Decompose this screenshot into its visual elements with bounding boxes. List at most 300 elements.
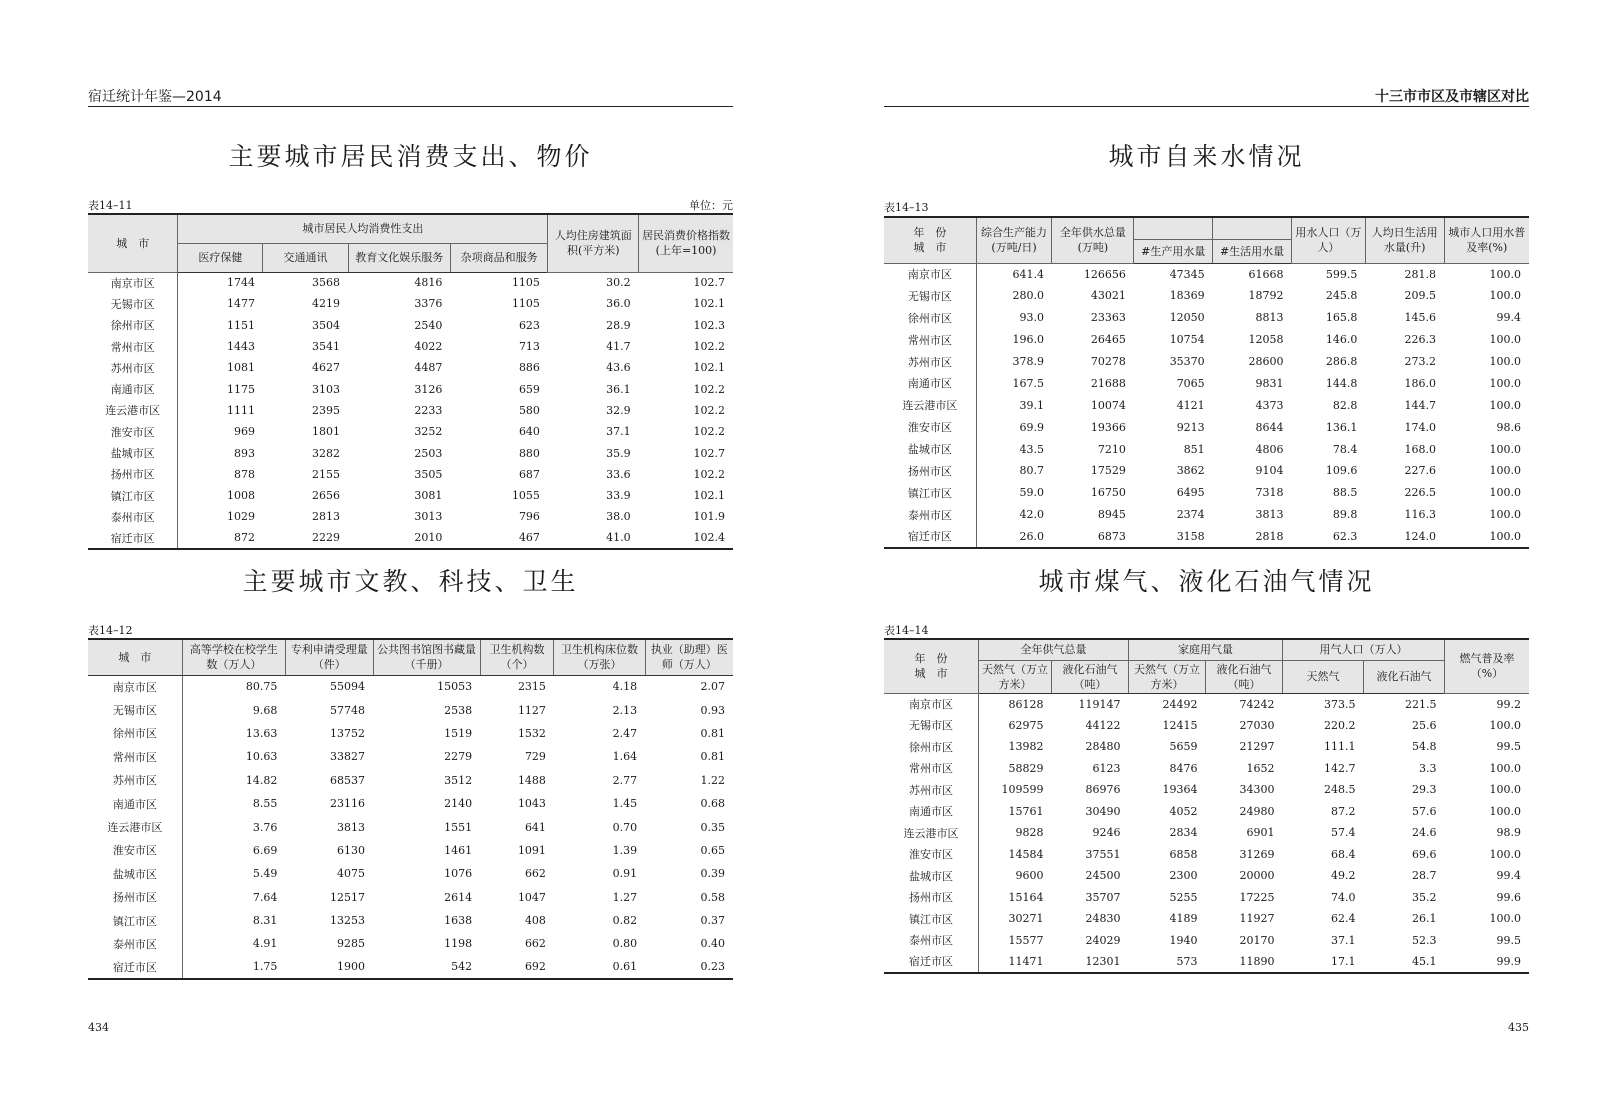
table-row — [884, 394, 1529, 416]
data-cell: 1.39 — [612, 843, 638, 857]
data-cell: 7.64 — [252, 890, 278, 904]
data-cell: 119147 — [1078, 697, 1121, 711]
header-year-city — [884, 639, 979, 693]
data-cell: 1461 — [444, 843, 473, 857]
data-cell: 1091 — [517, 843, 546, 857]
data-cell: 6873 — [1097, 529, 1126, 543]
data-cell: 4373 — [1255, 398, 1284, 412]
table-row — [884, 460, 1529, 482]
data-cell: 1008 — [226, 489, 255, 503]
data-cell: 100.0 — [1489, 267, 1521, 281]
table-row — [884, 951, 1529, 973]
data-cell: 580 — [518, 403, 540, 417]
data-cell: 62975 — [1008, 718, 1044, 732]
data-cell: 7210 — [1097, 442, 1126, 456]
table-row — [884, 822, 1529, 844]
data-cell: 29.3 — [1412, 783, 1437, 797]
data-cell: 599.5 — [1325, 267, 1358, 281]
header-housing-area: 人均住房建筑面积(平方米) — [548, 214, 639, 272]
data-cell: 35.9 — [606, 446, 631, 460]
data-cell: 2.07 — [700, 680, 725, 694]
data-cell: 3376 — [414, 297, 443, 311]
row-city-name: 无锡市区 — [884, 715, 979, 737]
data-cell: 37.1 — [606, 425, 631, 439]
data-cell: 4.18 — [612, 680, 638, 694]
data-cell: 2155 — [312, 467, 341, 481]
data-cell: 1551 — [444, 820, 473, 834]
data-cell: 88.5 — [1332, 486, 1358, 500]
data-cell: 35707 — [1085, 890, 1121, 904]
data-cell: 2540 — [414, 318, 443, 332]
row-city-name: 南通市区 — [884, 372, 976, 394]
running-head-left: 宿迁统计年鉴—2014 — [88, 86, 733, 107]
data-cell: 0.82 — [612, 914, 638, 928]
data-cell: 102.7 — [693, 276, 725, 290]
data-cell: 1652 — [1246, 761, 1275, 775]
data-cell: 3813 — [337, 820, 366, 834]
header-city: 城 市 — [88, 639, 182, 675]
row-city-name: 常州市区 — [88, 745, 182, 768]
data-cell: 100.0 — [1489, 718, 1521, 732]
data-cell: 99.2 — [1496, 697, 1521, 711]
header-blank — [1213, 217, 1292, 239]
data-cell: 1151 — [226, 318, 255, 332]
header-total-lpg: 液化石油气（吨） — [1052, 660, 1129, 693]
data-cell: 58829 — [1008, 761, 1044, 775]
data-cell: 52.3 — [1412, 933, 1437, 947]
data-cell: 42.0 — [1019, 508, 1044, 522]
data-cell: 1.45 — [612, 797, 638, 811]
header-total-natural-gas: 天然气（万立方米） — [979, 660, 1052, 693]
table-row — [88, 722, 733, 745]
data-cell: 23116 — [330, 797, 366, 811]
data-cell: 111.1 — [1324, 740, 1356, 754]
table-row — [884, 526, 1529, 548]
table-row — [884, 758, 1529, 780]
data-cell: 62.3 — [1332, 529, 1358, 543]
data-cell: 44122 — [1085, 718, 1121, 732]
row-city-name: 徐州市区 — [88, 722, 182, 745]
row-city-name: 盐城市区 — [88, 862, 182, 885]
data-cell: 1940 — [1169, 933, 1198, 947]
data-cell: 1105 — [511, 297, 540, 311]
table-row — [88, 675, 733, 698]
data-cell: 729 — [524, 750, 546, 764]
data-cell: 54.8 — [1412, 740, 1437, 754]
data-cell: 8813 — [1255, 311, 1284, 325]
table-row — [88, 336, 733, 357]
data-cell: 38.0 — [606, 510, 631, 524]
data-cell: 10.63 — [245, 750, 278, 764]
table-row — [88, 357, 733, 378]
row-city-name: 盐城市区 — [884, 438, 976, 460]
data-cell: 641.4 — [1012, 267, 1044, 281]
table-row — [88, 839, 733, 862]
header-household-lpg: 液化石油气（吨） — [1206, 660, 1283, 693]
table-row — [884, 285, 1529, 307]
data-cell: 8644 — [1255, 420, 1284, 434]
header-water-coverage: 城市人口用水普及率(%) — [1444, 217, 1529, 263]
table-row — [884, 329, 1529, 351]
data-cell: 2300 — [1169, 869, 1198, 883]
table-row — [884, 930, 1529, 952]
data-cell: 4075 — [337, 867, 366, 881]
data-cell: 28.9 — [606, 318, 631, 332]
data-cell: 227.6 — [1404, 464, 1436, 478]
data-cell: 4121 — [1176, 398, 1205, 412]
data-cell: 4022 — [414, 340, 443, 354]
row-city-name: 南京市区 — [88, 272, 178, 293]
data-cell: 62.4 — [1331, 912, 1356, 926]
row-city-name: 镇江市区 — [88, 485, 178, 506]
data-cell: 893 — [233, 446, 255, 460]
data-cell: 41.0 — [606, 531, 631, 545]
data-cell: 116.3 — [1404, 508, 1436, 522]
data-cell: 102.2 — [693, 340, 725, 354]
data-cell: 186.0 — [1404, 376, 1436, 390]
table-row — [88, 745, 733, 768]
data-cell: 4052 — [1169, 804, 1198, 818]
data-cell: 14.82 — [245, 773, 278, 787]
data-cell: 8.55 — [252, 797, 278, 811]
data-cell: 9285 — [337, 937, 366, 951]
data-cell: 55094 — [330, 680, 366, 694]
data-cell: 872 — [233, 531, 255, 545]
row-city-name: 宿迁市区 — [88, 956, 182, 979]
data-cell: 145.6 — [1404, 311, 1436, 325]
table-row — [884, 438, 1529, 460]
data-cell: 99.5 — [1496, 740, 1521, 754]
data-cell: 12050 — [1169, 311, 1205, 325]
data-cell: 641 — [524, 820, 546, 834]
table-row — [884, 693, 1529, 715]
data-cell: 45.1 — [1412, 954, 1437, 968]
table-row — [88, 956, 733, 979]
right-page — [884, 0, 1529, 1099]
row-city-name: 盐城市区 — [884, 865, 979, 887]
data-cell: 4189 — [1169, 912, 1198, 926]
data-cell: 100.0 — [1489, 398, 1521, 412]
header-education: 教育文化娱乐服务 — [348, 243, 450, 272]
data-cell: 880 — [518, 446, 540, 460]
data-cell: 12415 — [1162, 718, 1198, 732]
data-cell: 19366 — [1090, 420, 1126, 434]
data-cell: 59.0 — [1019, 486, 1044, 500]
data-cell: 11927 — [1239, 912, 1275, 926]
data-cell: 126656 — [1083, 267, 1126, 281]
data-cell: 78.4 — [1332, 442, 1358, 456]
data-cell: 1111 — [226, 403, 255, 417]
data-cell: 220.2 — [1324, 718, 1356, 732]
data-cell: 21688 — [1090, 376, 1126, 390]
data-cell: 24492 — [1162, 697, 1198, 711]
row-city-name: 南京市区 — [884, 693, 979, 715]
table-row — [88, 932, 733, 955]
data-cell: 100.0 — [1489, 761, 1521, 775]
data-cell: 2233 — [414, 403, 443, 417]
table-row — [88, 464, 733, 485]
data-cell: 5.49 — [252, 867, 278, 881]
data-cell: 640 — [518, 425, 540, 439]
data-cell: 99.9 — [1496, 954, 1521, 968]
data-cell: 69.9 — [1019, 420, 1044, 434]
data-cell: 14584 — [1008, 847, 1044, 861]
table-14-11 — [88, 213, 733, 550]
table-row — [884, 865, 1529, 887]
table-row — [884, 779, 1529, 801]
data-cell: 57748 — [330, 703, 366, 717]
data-cell: 3282 — [312, 446, 341, 460]
data-cell: 30271 — [1008, 912, 1044, 926]
header-beds: 卫生机构床位数（万张） — [554, 639, 645, 675]
data-cell: 11471 — [1008, 954, 1044, 968]
table-14-12 — [88, 638, 733, 980]
data-cell: 109.6 — [1325, 464, 1358, 478]
table-row — [88, 506, 733, 527]
row-city-name: 泰州市区 — [884, 930, 979, 952]
data-cell: 4.91 — [252, 937, 278, 951]
row-city-name: 苏州市区 — [88, 769, 182, 792]
data-cell: 2818 — [1255, 529, 1284, 543]
data-cell: 102.7 — [693, 446, 725, 460]
data-cell: 99.6 — [1496, 890, 1521, 904]
data-cell: 39.1 — [1019, 398, 1044, 412]
row-city-name: 南通市区 — [884, 801, 979, 823]
data-cell: 24500 — [1085, 869, 1121, 883]
data-cell: 7318 — [1255, 486, 1284, 500]
data-cell: 3158 — [1176, 529, 1205, 543]
data-cell: 1.75 — [252, 960, 278, 974]
row-city-name: 徐州市区 — [884, 736, 979, 758]
unit-label: 单位：元 — [689, 199, 733, 212]
data-cell: 408 — [524, 914, 546, 928]
data-cell: 3081 — [414, 489, 443, 503]
data-cell: 18792 — [1248, 289, 1284, 303]
data-cell: 99.5 — [1496, 933, 1521, 947]
data-cell: 2395 — [312, 403, 341, 417]
data-cell: 3126 — [414, 382, 443, 396]
data-cell: 9104 — [1255, 464, 1284, 478]
page-number-left: 434 — [88, 1021, 109, 1034]
row-city-name: 南京市区 — [884, 263, 976, 285]
table-no-14-11: 表14–11 — [88, 199, 133, 212]
data-cell: 144.7 — [1404, 398, 1436, 412]
title-table-14-11: 主要城市居民消费支出、物价 — [228, 142, 593, 171]
data-cell: 796 — [518, 510, 540, 524]
table-row — [884, 482, 1529, 504]
data-cell: 10074 — [1090, 398, 1126, 412]
data-cell: 100.0 — [1489, 464, 1521, 478]
table-row — [88, 792, 733, 815]
data-cell: 20170 — [1239, 933, 1275, 947]
table-body — [88, 675, 733, 979]
data-cell: 80.7 — [1019, 464, 1044, 478]
data-cell: 1175 — [226, 382, 255, 396]
data-cell: 4816 — [414, 276, 443, 290]
data-cell: 21297 — [1239, 740, 1275, 754]
data-cell: 1744 — [226, 276, 255, 290]
table-body — [88, 272, 733, 549]
data-cell: 100.0 — [1489, 804, 1521, 818]
data-cell: 3568 — [312, 276, 341, 290]
data-cell: 248.5 — [1324, 783, 1356, 797]
data-cell: 33.6 — [606, 467, 631, 481]
data-cell: 0.93 — [700, 703, 725, 717]
data-cell: 9246 — [1092, 826, 1121, 840]
row-city-name: 淮安市区 — [884, 844, 979, 866]
title-table-14-12: 主要城市文教、科技、卫生 — [242, 567, 579, 596]
data-cell: 2229 — [312, 531, 341, 545]
header-supply: 全年供水总量(万吨) — [1052, 217, 1134, 263]
data-cell: 245.8 — [1325, 289, 1358, 303]
data-cell: 26.0 — [1019, 529, 1044, 543]
header-domestic-water: #生活用水量 — [1213, 239, 1292, 263]
data-cell: 32.9 — [606, 403, 631, 417]
data-cell: 0.68 — [700, 797, 725, 811]
data-cell: 24.6 — [1412, 826, 1437, 840]
row-city-name: 常州市区 — [884, 758, 979, 780]
data-cell: 26.1 — [1412, 912, 1437, 926]
data-cell: 659 — [518, 382, 540, 396]
row-city-name: 扬州市区 — [88, 886, 182, 909]
table-no-14-12: 表14–12 — [88, 624, 133, 637]
row-city-name: 常州市区 — [88, 336, 178, 357]
data-cell: 33.9 — [606, 489, 631, 503]
data-cell: 2.13 — [612, 703, 638, 717]
data-cell: 101.9 — [693, 510, 725, 524]
data-cell: 4627 — [312, 361, 341, 375]
data-cell: 100.0 — [1489, 486, 1521, 500]
data-cell: 0.39 — [700, 867, 725, 881]
table-row — [884, 736, 1529, 758]
data-cell: 68537 — [330, 773, 366, 787]
data-cell: 13752 — [330, 726, 366, 740]
header-gas-population: 用气人口（万人） — [1283, 639, 1445, 660]
data-cell: 100.0 — [1489, 333, 1521, 347]
data-cell: 3.3 — [1419, 761, 1437, 775]
data-cell: 146.0 — [1325, 333, 1358, 347]
data-cell: 89.8 — [1332, 508, 1358, 522]
page-number-right: 435 — [1508, 1021, 1529, 1034]
row-city-name: 连云港市区 — [884, 394, 976, 416]
data-cell: 102.1 — [693, 489, 725, 503]
data-cell: 4487 — [414, 361, 443, 375]
data-cell: 17529 — [1090, 464, 1126, 478]
data-cell: 144.8 — [1325, 376, 1358, 390]
data-cell: 280.0 — [1012, 289, 1044, 303]
data-cell: 2614 — [444, 890, 473, 904]
table-row — [884, 887, 1529, 909]
data-cell: 100.0 — [1489, 508, 1521, 522]
title-table-14-14: 城市煤气、液化石油气情况 — [1038, 567, 1375, 596]
data-cell: 13982 — [1008, 740, 1044, 754]
data-cell: 24830 — [1085, 912, 1121, 926]
row-city-name: 常州市区 — [884, 329, 976, 351]
data-cell: 6495 — [1176, 486, 1205, 500]
table-row — [88, 315, 733, 336]
data-cell: 221.5 — [1405, 697, 1437, 711]
table-row — [884, 801, 1529, 823]
data-cell: 23363 — [1090, 311, 1126, 325]
data-cell: 226.3 — [1404, 333, 1436, 347]
data-cell: 662 — [524, 867, 546, 881]
data-cell: 24980 — [1239, 804, 1275, 818]
data-cell: 28.7 — [1412, 869, 1437, 883]
data-cell: 100.0 — [1489, 289, 1521, 303]
data-cell: 16750 — [1090, 486, 1126, 500]
data-cell: 662 — [524, 937, 546, 951]
data-cell: 8945 — [1097, 508, 1126, 522]
data-cell: 878 — [233, 467, 255, 481]
row-city-name: 淮安市区 — [88, 421, 178, 442]
data-cell: 28600 — [1248, 355, 1284, 368]
data-cell: 0.81 — [700, 726, 725, 740]
data-cell: 0.23 — [700, 960, 725, 974]
data-cell: 3813 — [1255, 508, 1284, 522]
data-cell: 3252 — [414, 425, 443, 439]
data-cell: 1801 — [312, 425, 341, 439]
data-cell: 13.63 — [245, 726, 278, 740]
running-head-right: 十三市市区及市辖区对比 — [884, 86, 1529, 107]
row-city-name: 连云港市区 — [88, 400, 178, 421]
table-no-14-14: 表14–14 — [884, 624, 929, 637]
data-cell: 99.4 — [1496, 311, 1521, 325]
data-cell: 100.0 — [1489, 376, 1521, 390]
row-city-name: 泰州市区 — [88, 506, 178, 527]
data-cell: 1.27 — [612, 890, 638, 904]
data-cell: 3.76 — [252, 820, 278, 834]
data-cell: 2.77 — [612, 773, 638, 787]
table-row — [884, 908, 1529, 930]
data-cell: 2374 — [1176, 508, 1205, 522]
header-patents: 专利申请受理量（件） — [285, 639, 373, 675]
data-cell: 0.91 — [612, 867, 638, 881]
row-city-name: 无锡市区 — [88, 698, 182, 721]
data-cell: 1900 — [337, 960, 366, 974]
table-row — [884, 416, 1529, 438]
data-cell: 100.0 — [1489, 442, 1521, 456]
table-row — [88, 272, 733, 293]
table-14-14 — [884, 638, 1529, 974]
row-city-name: 南通市区 — [88, 792, 182, 815]
data-cell: 1047 — [517, 890, 546, 904]
row-city-name: 苏州市区 — [884, 779, 979, 801]
header-year: 年 份 — [914, 652, 948, 666]
data-cell: 102.3 — [693, 318, 725, 332]
data-cell: 1198 — [444, 937, 473, 951]
table-row — [88, 442, 733, 463]
data-cell: 0.65 — [700, 843, 725, 857]
data-cell: 43.6 — [606, 361, 631, 375]
row-city-name: 镇江市区 — [88, 909, 182, 932]
row-city-name: 泰州市区 — [884, 504, 976, 526]
data-cell: 2140 — [444, 797, 473, 811]
data-cell: 136.1 — [1325, 420, 1358, 434]
header-students: 高等学校在校学生数（万人） — [182, 639, 285, 675]
row-city-name: 无锡市区 — [88, 293, 178, 314]
table-row — [884, 715, 1529, 737]
data-cell: 27030 — [1239, 718, 1275, 732]
data-cell: 82.8 — [1332, 398, 1358, 412]
data-cell: 573 — [1176, 954, 1198, 968]
header-city: 城 市 — [88, 214, 178, 272]
table-row — [88, 815, 733, 838]
data-cell: 3862 — [1176, 464, 1205, 478]
data-cell: 2538 — [444, 703, 473, 717]
table-body — [884, 263, 1529, 548]
table-row — [884, 844, 1529, 866]
row-city-name: 无锡市区 — [884, 285, 976, 307]
